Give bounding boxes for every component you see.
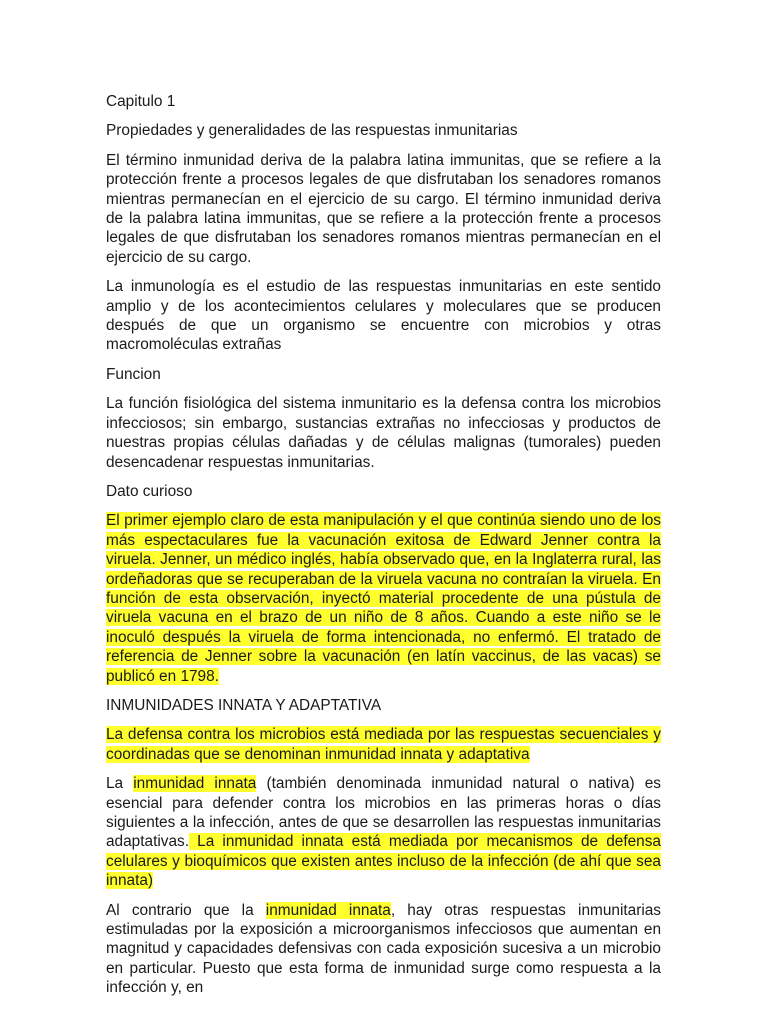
highlighted-text: inmunidad innata [133,775,257,793]
funcion-heading: Funcion [106,365,161,383]
text-run: Al contrario que la [106,901,266,919]
text-run: , hay otras respuestas inmunitarias estimuladas por la exposición a microorganismos infecciosos que aumentan en magnitud y capacidades defensivas con cada exposición sucesiva a un microbio en particular. Puesto que esta forma de inmunidad surge como respuesta a la infección y, en [106,901,661,997]
highlighted-text: La inmunidad innata está mediada por mecanismos de defensa celulares y bioquímicos que existen antes incluso de la infección (de ahí que sea innata) [106,833,661,890]
highlighted-text: El primer ejemplo claro de esta manipulación y el que continúa siendo uno de los más espectaculares fue la vacunación exitosa de Edward Jenner contra la viruela. Jenner, un médico inglés, había observado que, en la Inglaterra rural, las ordeñadoras que se recuperaban de la viruela vacuna no contraían la viruela. En función de esta observación, inyectó material procedente de una pústula de viruela vacuna en el brazo de un niño de 8 años. Cuando a este niño se le inoculó después la viruela de forma intencionada, no enfermó. El tratado de referencia de Jenner sobre la vacunación (en latín vaccinus, de las vacas) se publicó en 1798. [106,512,661,685]
chapter-heading: Capitulo 1 [106,93,176,110]
text-run: La [106,775,134,793]
inmunidad-innata-paragraph [106,774,661,890]
innata-adaptativa-heading: INMUNIDADES INNATA Y ADAPTATIVA [106,696,382,714]
dato-curioso-paragraph [106,511,661,686]
document-page [106,92,661,1008]
dato-curioso-heading: Dato curioso [106,482,193,500]
highlighted-text: La defensa contra los microbios está mediada por las respuestas secuenciales y coordinadas que se denominan inmunidad innata y adaptativa [106,726,661,763]
funcion-paragraph: La función fisiológica del sistema inmunitario es la defensa contra los microbios infecciosos; sin embargo, sustancias extrañas no infecciosas y productos de nuestras propias células dañadas y de células malignas (tumorales) pueden desencadenar respuestas inmunitarias. [106,395,661,471]
intro-paragraph: El término inmunidad deriva de la palabra latina immunitas, que se refiere a la protección frente a procesos legales de que disfrutaban los senadores romanos mientras permanecían en el ejercicio de su cargo. El término inmunidad deriva de la palabra latina immunitas, que se refiere a la protección frente a procesos legales de que disfrutaban los senadores romanos mientras permanecían en el ejercicio de su cargo. [106,151,661,266]
chapter-title: Propiedades y generalidades de las respuestas inmunitarias [106,122,518,140]
inmunidad-adaptativa-paragraph [106,901,661,998]
immunology-paragraph: La inmunología es el estudio de las respuestas inmunitarias en este sentido amplio y de los acontecimientos celulares y moleculares que se producen después de que un organismo se encuentre con microbios y otras macromoléculas extrañas [106,278,661,354]
highlighted-text: inmunidad innata [265,901,391,919]
text-run: (también denominada inmunidad natural o nativa) es esencial para defender contra los microbios en las primeras horas o días siguientes a la infección, antes de que se desarrollen las respuestas inmunitarias adaptativas. [106,775,661,851]
defensa-paragraph [106,725,661,764]
